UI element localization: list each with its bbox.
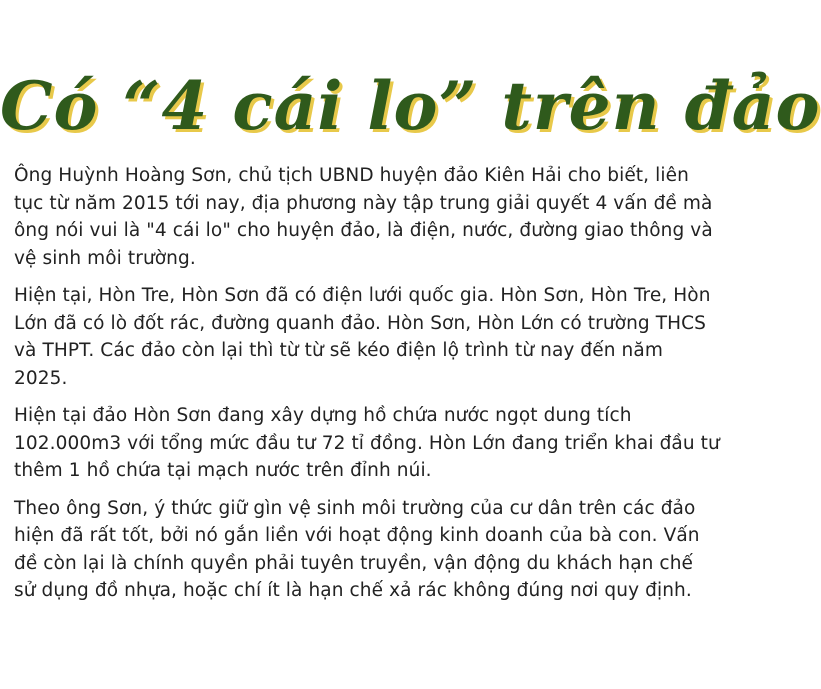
article-body	[14, 162, 720, 615]
paragraph-3: Hiện tại đảo Hòn Sơn đang xây dựng hồ chứa nước ngọt dung tích 102.000m3 với tổng mức đầu tư 72 tỉ đồng. Hòn Lớn đang triển khai đầu tư thêm 1 hồ chứa tại mạch nước trên đỉnh núi.	[14, 405, 720, 481]
paragraph-4: Theo ông Sơn, ý thức giữ gìn vệ sinh môi trường của cư dân trên các đảo hiện đã rất tốt, bởi nó gắn liền với hoạt động kinh doanh của bà con. Vấn đề còn lại là chính quyền phải tuyên truyền, vận động du khách hạn chế sử dụng đồ nhựa, hoặc chí ít là hạn chế xả rác không đúng nơi quy định.	[14, 497, 700, 601]
paragraph-2: Hiện tại, Hòn Tre, Hòn Sơn đã có điện lưới quốc gia. Hòn Sơn, Hòn Tre, Hòn Lớn đã có lò đốt rác, đường quanh đảo. Hòn Sơn, Hòn Lớn có trường THCS và THPT. Các đảo còn lại thì từ từ sẽ kéo điện lộ trình từ nay đến năm 2025.	[14, 285, 711, 389]
article-title: Có “4 cái lo” trên đảo	[0, 67, 821, 146]
paragraph-1: Ông Huỳnh Hoàng Sơn, chủ tịch UBND huyện đảo Kiên Hải cho biết, liên tục từ năm 2015 tới nay, địa phương này tập trung giải quyết 4 vấn đề mà ông nói vui là "4 cái lo" cho huyện đảo, là điện, nước, đường giao thông và vệ sinh môi trường.	[14, 165, 713, 269]
